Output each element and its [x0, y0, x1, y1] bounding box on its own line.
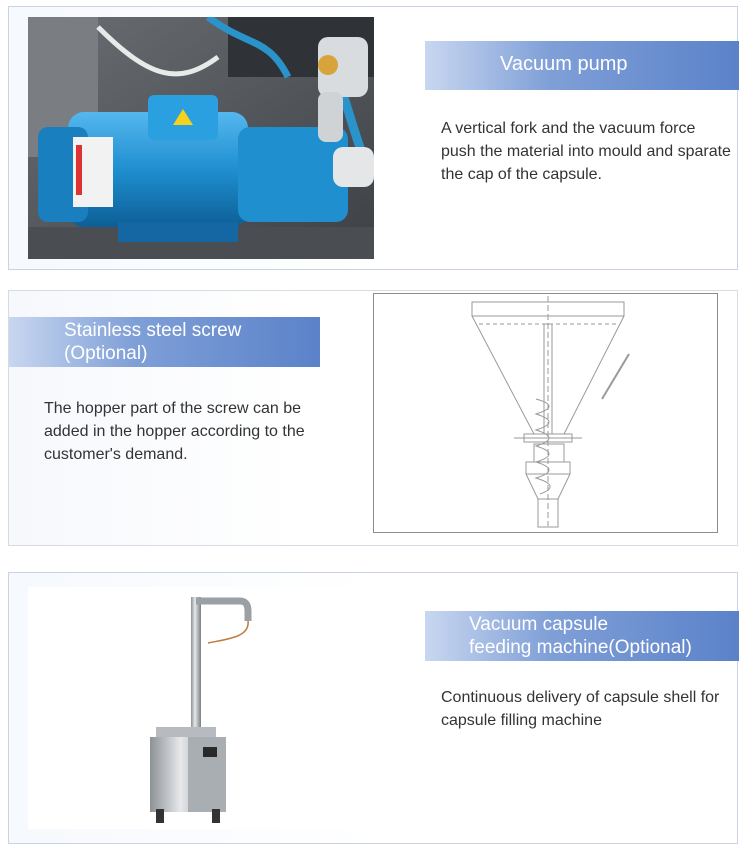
capsule-feeder-title — [425, 611, 739, 661]
screw-title — [9, 317, 320, 367]
vacuum-pump-title — [425, 41, 739, 90]
vacuum-pump-description: A vertical fork and the vacuum force push the material into mould and sparate the cap of the capsule. — [441, 120, 731, 183]
capsule-feeder-title-line1: Vacuum capsule — [469, 614, 609, 635]
screw-title-line1: Stainless steel screw — [64, 320, 242, 341]
vacuum-pump-photo — [28, 17, 374, 259]
capsule-feeder-description: Continuous delivery of capsule shell for capsule filling machine — [441, 689, 720, 729]
screw-description: The hopper part of the screw can be added in the hopper according to the customer's demand. — [44, 400, 305, 463]
hopper-screw-drawing — [373, 293, 718, 533]
capsule-feeder-section — [8, 572, 738, 844]
capsule-feeding-machine-photo — [28, 587, 374, 829]
vacuum-pump-section — [8, 6, 738, 270]
vacuum-pump-title-text: Vacuum pump — [500, 53, 628, 75]
capsule-feeder-title-line2: feeding machine(Optional) — [469, 637, 692, 658]
screw-title-line2: (Optional) — [64, 343, 148, 364]
screw-section — [8, 290, 738, 546]
